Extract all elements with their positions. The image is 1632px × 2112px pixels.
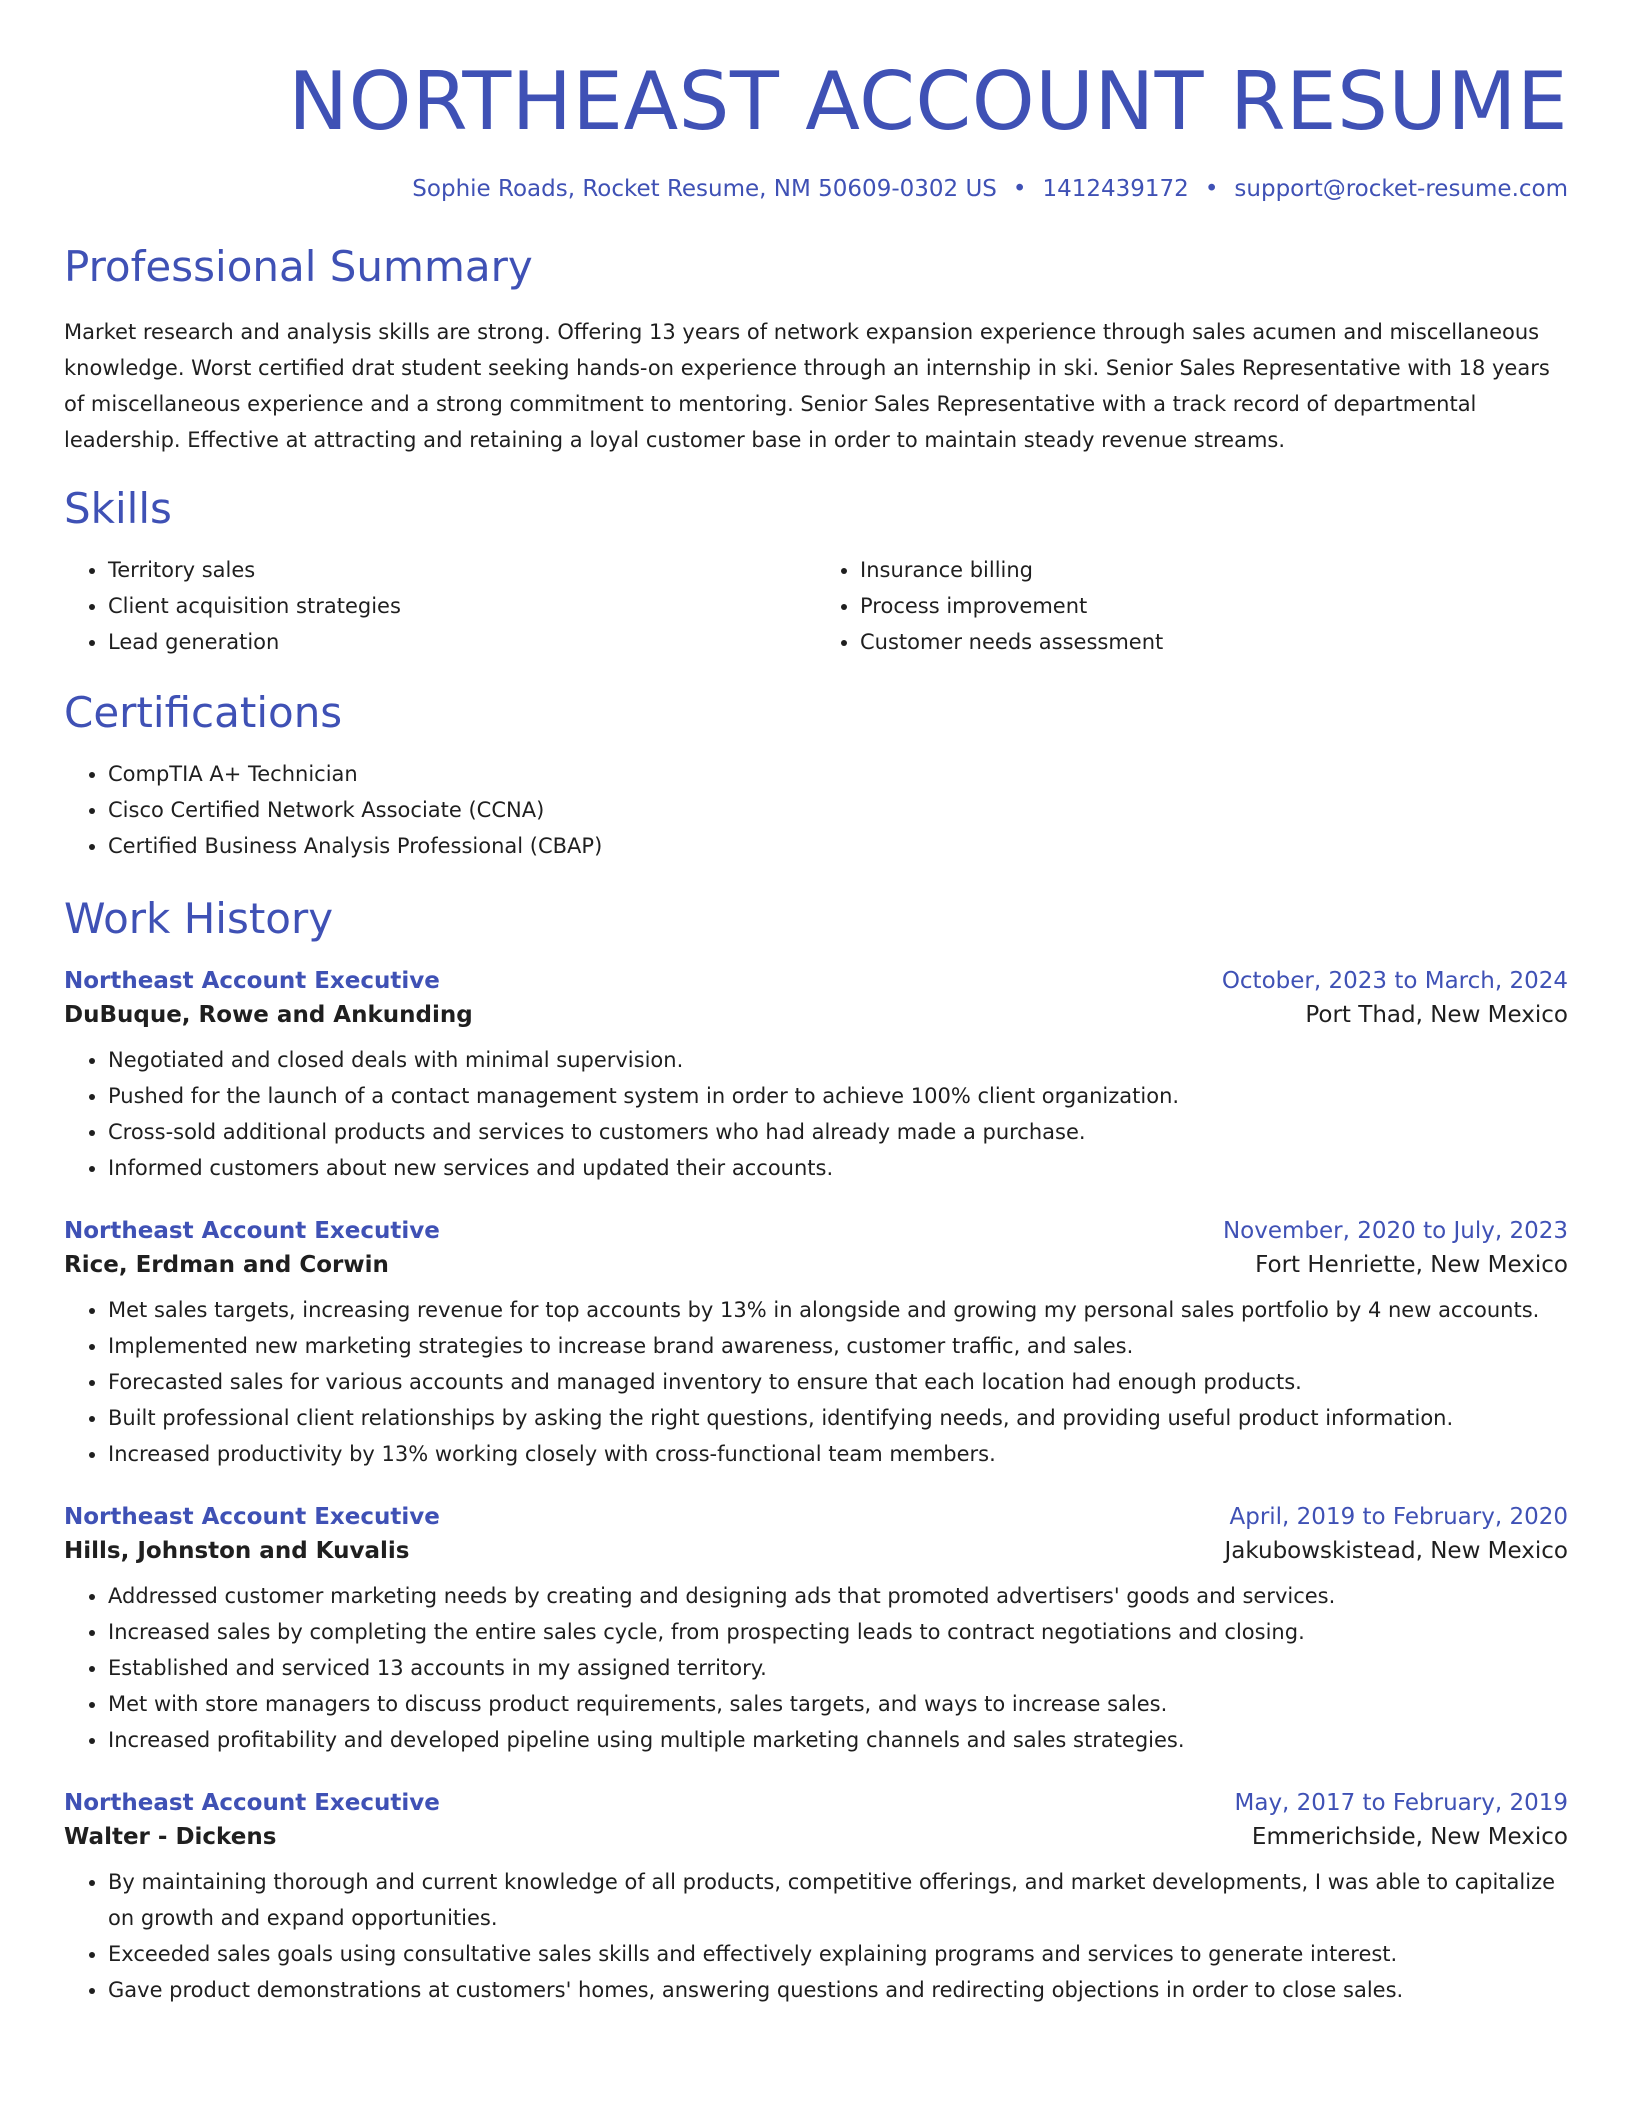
job-bullet: • Met sales targets, increasing revenue for top accounts by 13% in alongside and growing my personal sales portfolio by 4 new accounts.	[108, 1292, 1568, 1328]
contact-address: Sophie Roads, Rocket Resume, NM 50609-0302 US	[412, 176, 997, 202]
job-location: Emmerichside, New Mexico	[1251, 1824, 1568, 1850]
job-header-row	[64, 1790, 1568, 1816]
job-company: Hills, Johnston and Kuvalis	[64, 1538, 410, 1564]
job-dates: April, 2019 to February, 2020	[1229, 1504, 1568, 1530]
job-bullet: • Negotiated and closed deals with minimal supervision.	[108, 1042, 1568, 1078]
skill-item: • Lead generation	[108, 624, 816, 660]
job-bullets	[64, 1578, 1568, 1758]
job-title: Northeast Account Executive	[64, 1504, 440, 1530]
job-bullet: • Established and serviced 13 accounts in my assigned territory.	[108, 1650, 1568, 1686]
skill-item: • Customer needs assessment	[860, 624, 1568, 660]
job-location: Jakubowskistead, New Mexico	[1224, 1538, 1568, 1564]
job-bullet: • Forecasted sales for various accounts and managed inventory to ensure that each location had enough products.	[108, 1364, 1568, 1400]
skill-item: • Territory sales	[108, 552, 816, 588]
job-bullet: • Built professional client relationships by asking the right questions, identifying needs, and providing useful product information.	[108, 1400, 1568, 1436]
job-company: DuBuque, Rowe and Ankunding	[64, 1002, 473, 1028]
contact-separator: •	[1012, 176, 1027, 202]
job-company-row	[64, 1002, 1568, 1028]
job-bullet: • Increased profitability and developed pipeline using multiple marketing channels and sales strategies.	[108, 1722, 1568, 1758]
job-entry	[64, 968, 1568, 1186]
job-company: Rice, Erdman and Corwin	[64, 1252, 389, 1278]
job-bullets	[64, 1292, 1568, 1472]
job-bullet: • Gave product demonstrations at customers' homes, answering questions and redirecting objections in order to close sales.	[108, 1972, 1568, 2008]
job-bullet: • By maintaining thorough and current knowledge of all products, competitive offerings, and market developments, I was able to capitalize on growth and expand opportunities.	[108, 1864, 1568, 1936]
job-dates: October, 2023 to March, 2024	[1221, 968, 1568, 994]
summary-heading: Professional Summary	[64, 242, 533, 291]
contact-line	[64, 176, 1568, 202]
job-company-row	[64, 1252, 1568, 1278]
work-history-heading: Work History	[64, 894, 334, 943]
job-company: Walter - Dickens	[64, 1824, 277, 1850]
job-title: Northeast Account Executive	[64, 1790, 440, 1816]
job-title: Northeast Account Executive	[64, 1218, 440, 1244]
skills-right-list	[816, 552, 1568, 660]
job-entry	[64, 1504, 1568, 1758]
job-bullets	[64, 1042, 1568, 1186]
skill-item: • Process improvement	[860, 588, 1568, 624]
skills-grid	[64, 552, 1568, 660]
contact-email[interactable]: support@rocket-resume.com	[1234, 176, 1568, 202]
job-header-row	[64, 1504, 1568, 1530]
job-entry	[64, 1790, 1568, 2008]
job-title: Northeast Account Executive	[64, 968, 440, 994]
skill-item: • Client acquisition strategies	[108, 588, 816, 624]
skills-left-list	[64, 552, 816, 660]
resume-page	[64, 0, 1568, 2008]
job-header-row	[64, 1218, 1568, 1244]
job-bullet: • Increased sales by completing the entire sales cycle, from prospecting leads to contract negotiations and closing.	[108, 1614, 1568, 1650]
certification-item: • CompTIA A+ Technician	[108, 756, 1568, 792]
job-dates: November, 2020 to July, 2023	[1222, 1218, 1568, 1244]
job-company-row	[64, 1824, 1568, 1850]
job-company-row	[64, 1538, 1568, 1564]
job-bullets	[64, 1864, 1568, 2008]
job-bullet: • Pushed for the launch of a contact management system in order to achieve 100% client organization.	[108, 1078, 1568, 1114]
job-entry	[64, 1218, 1568, 1472]
job-bullet: • Addressed customer marketing needs by creating and designing ads that promoted advertisers' goods and services.	[108, 1578, 1568, 1614]
certifications-list	[64, 756, 1568, 864]
resume-title: NORTHEAST ACCOUNT RESUME	[288, 55, 1568, 148]
job-bullet: • Informed customers about new services and updated their accounts.	[108, 1150, 1568, 1186]
certifications-heading: Certifications	[64, 688, 343, 737]
job-header-row	[64, 968, 1568, 994]
job-bullet: • Exceeded sales goals using consultative sales skills and effectively explaining programs and services to generate interest.	[108, 1936, 1568, 1972]
job-location: Port Thad, New Mexico	[1305, 1002, 1568, 1028]
job-bullet: • Cross-sold additional products and services to customers who had already made a purchase.	[108, 1114, 1568, 1150]
job-bullet: • Met with store managers to discuss product requirements, sales targets, and ways to increase sales.	[108, 1686, 1568, 1722]
contact-phone: 1412439172	[1042, 176, 1189, 202]
contact-separator: •	[1204, 176, 1219, 202]
job-bullet: • Increased productivity by 13% working closely with cross-functional team members.	[108, 1436, 1568, 1472]
skills-heading: Skills	[64, 484, 172, 533]
summary-text: Market research and analysis skills are strong. Offering 13 years of network expansion experience through sales acumen and miscellaneous knowledge. Worst certified drat student seeking hands-on experience through an internship in ski. Senior Sales Representative with 18 years of miscellaneous experience and a strong commitment to mentoring. Senior Sales Representative with a track record of departmental leadership. Effective at attracting and retaining a loyal customer base in order to maintain steady revenue streams.	[64, 320, 1550, 452]
job-bullet: • Implemented new marketing strategies to increase brand awareness, customer traffic, and sales.	[108, 1328, 1568, 1364]
certification-item: • Certified Business Analysis Professional (CBAP)	[108, 828, 1568, 864]
job-dates: May, 2017 to February, 2019	[1234, 1790, 1568, 1816]
certification-item: • Cisco Certified Network Associate (CCNA)	[108, 792, 1568, 828]
skill-item: • Insurance billing	[860, 552, 1568, 588]
job-location: Fort Henriette, New Mexico	[1255, 1252, 1568, 1278]
